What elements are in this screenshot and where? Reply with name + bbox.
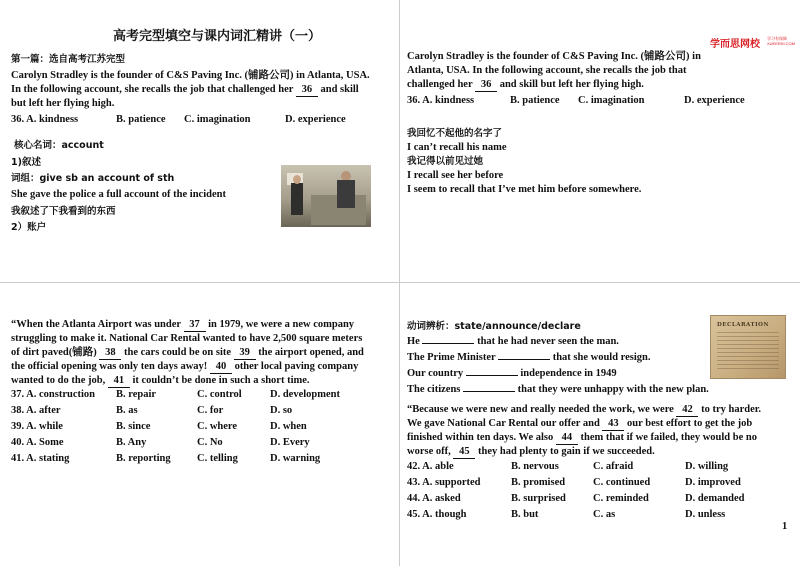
option-36-d: D. experience xyxy=(684,95,745,106)
blank-40: 40 xyxy=(210,360,232,374)
option-a: 37. A. construction xyxy=(11,389,95,400)
passage-line: “Because we were new and really needed the work, we were 42 to try harder. xyxy=(407,404,762,415)
option-b: B. reporting xyxy=(116,453,171,464)
option-c: C. for xyxy=(197,405,224,416)
example-en: She gave the police a full account of the incident xyxy=(11,189,226,200)
option-b: B. nervous xyxy=(511,461,559,472)
passage-line: We gave National Car Rental our offer and 43 our best effort to get the job xyxy=(407,418,753,429)
option-b: B. since xyxy=(116,421,151,432)
passage-line: of dirt paved(铺路) 38 the cars could be on site 39 the airport opened, and xyxy=(11,347,364,358)
slide-2 xyxy=(400,0,800,283)
option-36-b: B. patience xyxy=(510,95,560,106)
option-d: D. warning xyxy=(270,453,321,464)
option-d: D. willing xyxy=(685,461,729,472)
example-en: I recall see her before xyxy=(407,170,504,181)
slide-3 xyxy=(0,283,400,566)
option-a: 39. A. while xyxy=(11,421,63,432)
fill-sentence: Our country independence in 1949 xyxy=(407,368,617,379)
blank-39: 39 xyxy=(234,346,256,360)
sentence-blank xyxy=(466,375,518,376)
option-c: C. control xyxy=(197,389,242,400)
passage-line: wanted to do the job, 41 it couldn’t be done in such a short time. xyxy=(11,375,310,386)
option-36-a: 36. A. kindness xyxy=(407,95,475,106)
option-b: B. but xyxy=(511,509,539,520)
option-a: 45. A. though xyxy=(407,509,467,520)
option-a: 44. A. asked xyxy=(407,493,461,504)
blank-44: 44 xyxy=(556,431,578,445)
passage-line: struggling to make it. National Car Rental wanted to have 2,500 square meters xyxy=(11,333,363,344)
sentence-blank xyxy=(463,391,515,392)
blank-42: 42 xyxy=(676,403,698,417)
option-36-c: C. imagination xyxy=(184,114,251,125)
option-b: B. repair xyxy=(116,389,157,400)
passage-line: Atlanta, USA. In the following account, she recalls the job that xyxy=(407,65,687,76)
option-c: C. telling xyxy=(197,453,238,464)
example-en: I can’t recall his name xyxy=(407,142,507,153)
sense-2: 2）账户 xyxy=(11,222,47,233)
passage-line: In the following account, she recalls the job that challenged her 36 and skill xyxy=(11,84,359,95)
blank-36: 36 xyxy=(296,83,318,97)
slide-1 xyxy=(0,0,400,283)
option-c: C. afraid xyxy=(593,461,634,472)
blank-38: 38 xyxy=(99,346,121,360)
office-photo xyxy=(281,165,371,227)
example-cn: 我记得以前见过她 xyxy=(407,156,484,167)
option-36-a: 36. A. kindness xyxy=(11,114,79,125)
passage-line: challenged her 36 and skill but left her flying high. xyxy=(407,79,644,90)
option-d: D. so xyxy=(270,405,293,416)
passage-line: but left her flying high. xyxy=(11,98,115,109)
blank-45: 45 xyxy=(453,445,475,459)
example-en: I seem to recall that I’ve met him before somewhere. xyxy=(407,184,642,195)
option-36-b: B. patience xyxy=(116,114,166,125)
option-36-c: C. imagination xyxy=(578,95,645,106)
core-noun-heading: 核心名词：account xyxy=(14,140,104,151)
declaration-caption: DECLARATION xyxy=(717,322,769,328)
option-a: 40. A. Some xyxy=(11,437,64,448)
passage-line: the official opening was only ten days away! 40 other local paving company xyxy=(11,361,359,372)
option-c: C. No xyxy=(197,437,223,448)
option-a: 38. A. after xyxy=(11,405,61,416)
passage-line: worse off, 45 they had plenty to gain if we succeeded. xyxy=(407,446,655,457)
section-heading: 第一篇：选自高考江苏完型 xyxy=(11,54,126,65)
slide-title: 高考完型填空与课内词汇精讲（一） xyxy=(113,29,322,44)
option-a: 42. A. able xyxy=(407,461,454,472)
passage-line: Carolyn Stradley is the founder of C&S Paving Inc. (铺路公司) in xyxy=(407,51,701,62)
option-b: B. surprised xyxy=(511,493,566,504)
option-d: D. when xyxy=(270,421,307,432)
phrase-line: 词组：give sb an account of sth xyxy=(11,173,175,184)
passage-line: Carolyn Stradley is the founder of C&S Paving Inc. (铺路公司) in Atlanta, USA. xyxy=(11,70,370,81)
blank-43: 43 xyxy=(602,417,624,431)
option-d: D. unless xyxy=(685,509,726,520)
option-36-d: D. experience xyxy=(285,114,346,125)
page-number: 1 xyxy=(782,521,788,532)
sense-1: 1)叙述 xyxy=(11,157,41,168)
option-c: C. where xyxy=(197,421,238,432)
option-a: 43. A. supported xyxy=(407,477,481,488)
option-d: D. Every xyxy=(270,437,310,448)
verb-comparison-heading: 动词辨析：state/announce/declare xyxy=(407,321,581,332)
option-a: 41. A. stating xyxy=(11,453,70,464)
option-d: D. development xyxy=(270,389,340,400)
option-b: B. as xyxy=(116,405,138,416)
option-c: C. as xyxy=(593,509,616,520)
option-d: D. improved xyxy=(685,477,741,488)
blank-37: 37 xyxy=(184,318,206,332)
example-cn: 我叙述了下我看到的东西 xyxy=(11,206,116,217)
fill-sentence: The Prime Minister that she would resign. xyxy=(407,352,651,363)
option-c: C. continued xyxy=(593,477,651,488)
declaration-image xyxy=(710,315,786,379)
option-c: C. reminded xyxy=(593,493,649,504)
sentence-blank xyxy=(422,343,474,344)
fill-sentence: He that he had never seen the man. xyxy=(407,336,619,347)
option-d: D. demanded xyxy=(685,493,745,504)
fill-sentence: The citizens that they were unhappy with the new plan. xyxy=(407,384,709,395)
blank-41: 41 xyxy=(108,374,130,388)
blank-36: 36 xyxy=(475,78,497,92)
option-b: B. promised xyxy=(511,477,566,488)
brand-logo-sub: 学习有保障 XUEERSI.COM xyxy=(767,36,796,46)
passage-line: finished within ten days. We also 44 them that if we failed, they would be no xyxy=(407,432,757,443)
passage-line: “When the Atlanta Airport was under 37 in 1979, we were a new company xyxy=(11,319,355,330)
sentence-blank xyxy=(498,359,550,360)
example-cn: 我回忆不起他的名字了 xyxy=(407,128,503,139)
option-b: B. Any xyxy=(116,437,147,448)
slide-4 xyxy=(400,283,800,566)
brand-logo: 学而思网校 xyxy=(710,39,760,50)
